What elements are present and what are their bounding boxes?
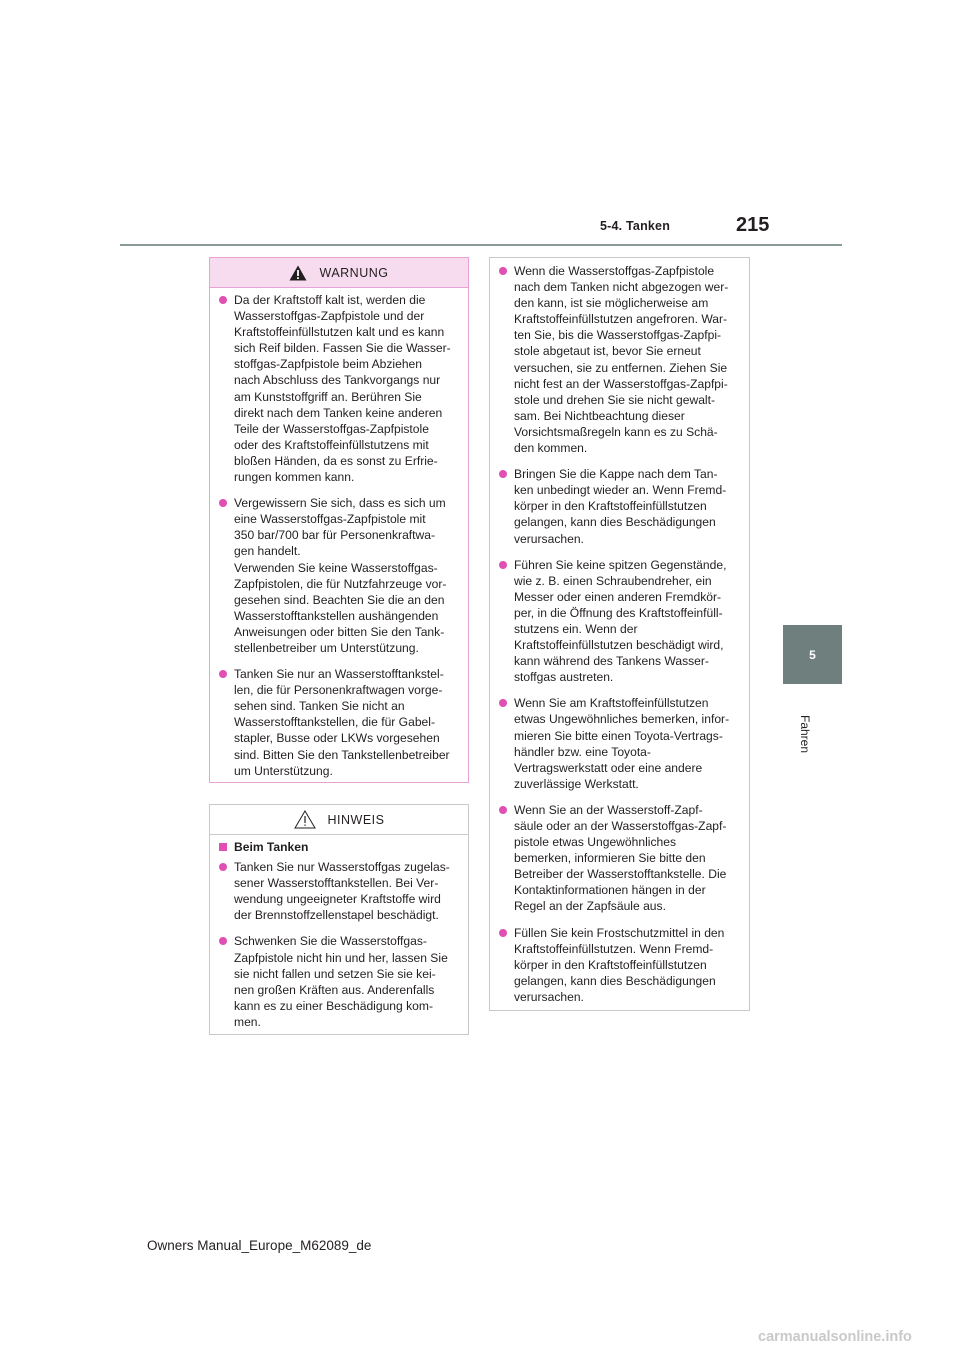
chapter-tab	[783, 625, 842, 684]
header-divider	[120, 244, 842, 246]
bullet-icon	[499, 806, 507, 814]
list-item	[219, 933, 454, 1030]
list-item	[219, 859, 454, 923]
warning-box-title: WARNUNG	[319, 265, 389, 280]
warning-box-body	[210, 288, 468, 779]
list-item-text: Tanken Sie nur Wasserstoffgas zugelas- sener Wasserstofftankstellen. Bei Ver- wendung ungeeigneter Kraftstoffe wird der Brennstoffzellenstapel beschädigt.	[234, 860, 450, 923]
page-number: 215	[736, 214, 770, 236]
bullet-icon	[219, 499, 227, 507]
list-item	[499, 466, 735, 546]
list-item-text: Wenn Sie an der Wasserstoff-Zapf- säule oder an der Wasserstoffgas-Zapf- pistole etwas Ungewöhnliches bemerken, informieren Sie bitte den Betreiber der Wasserstofftankstelle. Die Kontaktinformationen hängen in der Regel an der Zapfsäule aus.	[514, 802, 727, 914]
bullet-icon	[499, 470, 507, 478]
warning-box-header	[210, 258, 468, 288]
list-item	[499, 263, 735, 456]
list-item	[499, 557, 735, 686]
warning-triangle-icon	[289, 265, 307, 281]
list-item-text: Da der Kraftstoff kalt ist, werden die Wasserstoffgas-Zapfpistole und der Kraftstoffeinfüllstutzen kalt und es kann sich Reif bilden. Fassen Sie die Wasser- stoffgas-Zapfpistole beim Abziehen nach Abschluss des Tankvorgangs nur am Kunststoffgriff an. Berühren Sie direkt nach dem Tanken keine anderen Teile der Wasserstoffgas-Zapfpistole oder des Kraftstoffeinfüllstutzens mit bloßen Händen, da es sonst zu Erfrie- rungen kommen kann.	[234, 293, 451, 485]
note-box-title: HINWEIS	[327, 812, 385, 827]
subheading	[219, 839, 454, 855]
note-box	[209, 804, 469, 1035]
list-item-text: Schwenken Sie die Wasserstoffgas- Zapfpistole nicht hin und her, lassen Sie sie nicht fallen und setzen Sie sie kei- nen großen Kräften aus. Anderenfalls kann es zu einer Beschädigung kom- men.	[234, 934, 448, 1029]
list-item-text: Füllen Sie kein Frostschutzmittel in den Kraftstoffeinfüllstutzen. Wenn Fremd- körper in den Kraftstoffeinfüllstutzen gelangen, kann dies Beschädigungen verursachen.	[514, 925, 725, 1004]
bullet-icon	[219, 296, 227, 304]
square-bullet-icon	[219, 843, 227, 851]
bullet-icon	[499, 267, 507, 275]
list-item-text: Tanken Sie nur an Wasserstofftankstel- len, die für Personenkraftwagen vorge- sehen sind. Tanken Sie nicht an Wasserstofftankstellen, die für Gabel- stapler, Busse oder LKWs vorgesehen sind. Bitten Sie den Tankstellenbetreiber um Unterstützung.	[234, 667, 450, 778]
bullet-icon	[219, 670, 227, 678]
bullet-icon	[219, 863, 227, 871]
caution-triangle-icon	[294, 810, 316, 829]
list-item	[499, 925, 735, 1005]
list-item	[219, 495, 454, 656]
watermark: carmanualsonline.info	[758, 1329, 912, 1345]
list-item	[499, 695, 735, 792]
list-item-text: Bringen Sie die Kappe nach dem Tan- ken unbedingt wieder an. Wenn Fremd- körper in den Kraftstoffeinfüllstutzen gelangen, kann dies Beschädigungen verursachen.	[514, 467, 727, 546]
bullet-icon	[499, 929, 507, 937]
warning-box	[209, 257, 469, 783]
list-item	[219, 292, 454, 485]
subheading-text: Beim Tanken	[234, 840, 309, 854]
bullet-icon	[499, 699, 507, 707]
chapter-number: 5	[809, 647, 816, 662]
list-item-text: Wenn Sie am Kraftstoffeinfüllstutzen etwas Ungewöhnliches bemerken, infor- mieren Sie bitte einen Toyota-Vertrags- händler bzw. eine Toyota- Vertragswerkstatt oder eine andere zuverlässige Werkstatt.	[514, 696, 730, 791]
bullet-icon	[219, 937, 227, 945]
continued-warning-box	[489, 257, 750, 1011]
chapter-label: Fahren	[798, 715, 812, 754]
note-box-header	[210, 805, 468, 835]
list-item	[219, 666, 454, 779]
footer-document-id: Owners Manual_Europe_M62089_de	[147, 1238, 372, 1253]
section-title: 5-4. Tanken	[600, 219, 671, 233]
note-box-body	[210, 835, 468, 1030]
continued-box-body	[490, 258, 749, 1005]
list-item-text: Führen Sie keine spitzen Gegenstände, wie z. B. einen Schraubendreher, ein Messer oder einen anderen Fremdkör- per, in die Öffnung des Kraftstoffeinfüll- stutzens ein. Wenn der Kraftstoffeinfüllstutzen beschädigt wird, kann während des Tankens Wasser- stoffgas austreten.	[514, 557, 727, 685]
list-item-text: Wenn die Wasserstoffgas-Zapfpistole nach dem Tanken nicht abgezogen wer- den kann, ist sie möglicherweise am Kraftstoffeinfüllstutzen angefroren. War- ten Sie, bis die Wasserstoffgas-Zapfpi- stole abgetaut ist, bevor Sie erneut versuchen, sie zu entfernen. Ziehen Sie nicht fest an der Wasserstoffgas-Zapfpi- stole und drehen Sie sie nicht gewalt- sam. Bei Nichtbeachtung dieser Vorsichtsmaßregeln kann es zu Schä- den kommen.	[514, 264, 729, 456]
list-item-text: Vergewissern Sie sich, dass es sich um eine Wasserstoffgas-Zapfpistole mit 350 bar/700 bar für Personenkraftwa- gen handelt. Verwenden Sie keine Wasserstoffgas- Zapfpistolen, die für Nutzfahrzeuge vor- gesehen sind. Beachten Sie die an den Wasserstofftankstellen aushängenden Anweisungen oder bitten Sie den Tank- stellenbetreiber um Unterstützung.	[234, 496, 447, 655]
list-item	[499, 802, 735, 915]
bullet-icon	[499, 561, 507, 569]
